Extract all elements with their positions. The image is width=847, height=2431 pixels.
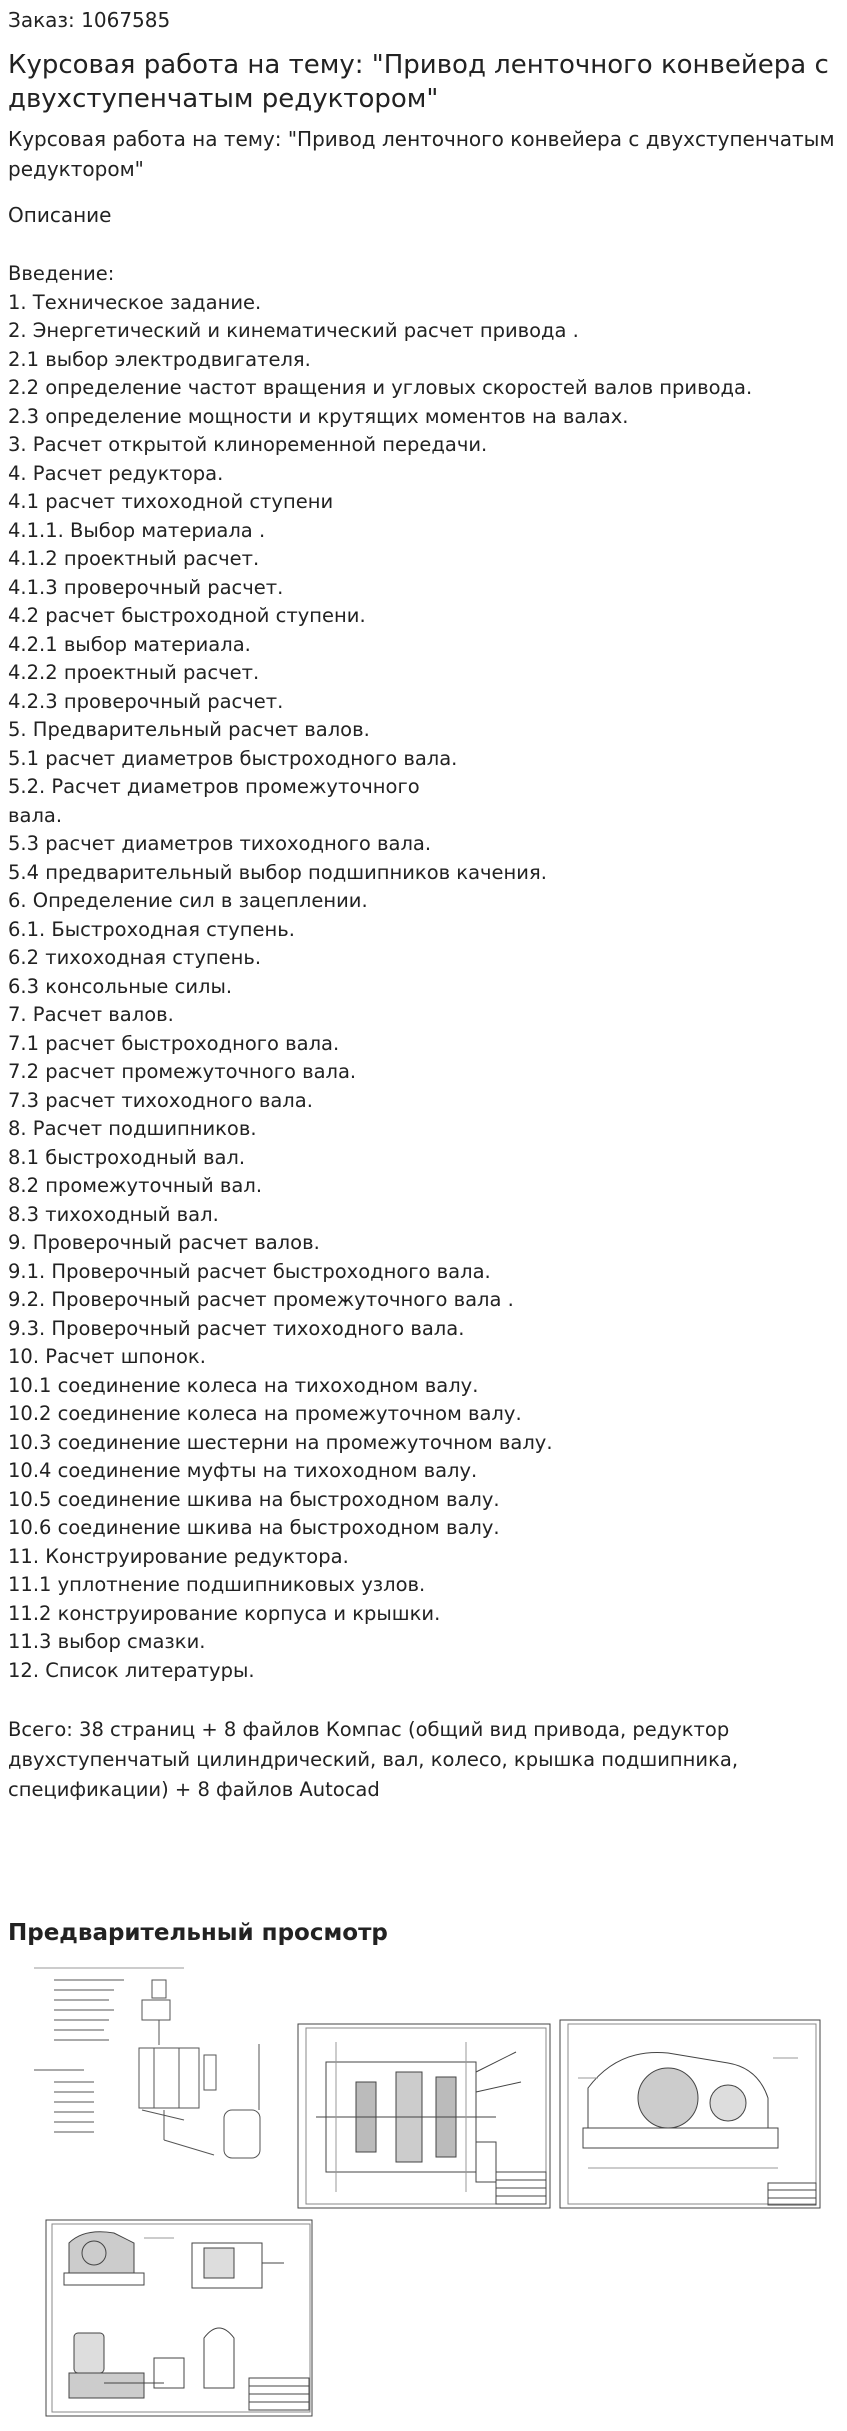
contents-line: 4. Расчет редуктора. [8,461,224,485]
page-title: Курсовая работа на тему: "Привод ленточного конвейера с двухступенчатым редуктором" [8,50,829,114]
contents-line: 4.2 расчет быстроходной ступени. [8,604,366,627]
contents-line: 1. Техническое задание. [8,290,262,314]
contents-line: 12. Список литературы. [8,1658,255,1682]
contents-line: 6.3 консольные силы. [8,974,233,998]
contents-line: Введение: [8,262,115,285]
table-of-contents [8,260,838,1685]
gearbox-side-view-thumbnail[interactable] [558,2018,822,2210]
contents-line: 5. Предварительный расчет валов. [8,718,370,741]
contents-line: 5.2. Расчет диаметров промежуточного [8,775,420,798]
contents-line: 9.2. Проверочный расчет промежуточного вала . [8,1288,514,1311]
gearbox-plan-icon [296,2022,552,2210]
contents-line: 5.3 расчет диаметров тихоходного вала. [8,832,432,855]
contents-line: 10.2 соединение колеса на промежуточном валу. [8,1402,522,1425]
kinematic-scheme-thumbnail[interactable] [14,1960,282,2160]
contents-line: 3. Расчет открытой клиноременной передачи. [8,433,488,456]
contents-line: 8.2 промежуточный вал. [8,1174,263,1197]
page-content [8,6,838,1805]
contents-line: 10.6 соединение шкива на быстроходном валу. [8,1516,500,1539]
contents-line: 2. Энергетический и кинематический расчет привода . [8,319,579,342]
contents-line: 10.5 соединение шкива на быстроходном валу. [8,1487,500,1511]
preview-heading: Предварительный просмотр [8,1920,388,1946]
contents-line: 6.1. Быстроходная ступень. [8,917,295,941]
order-number: Заказ: 1067585 [8,8,171,32]
gearbox-drawing-thumbnail[interactable] [296,2022,552,2210]
contents-line: 2.1 выбор электродвигателя. [8,347,311,371]
contents-line: 9.1. Проверочный расчет быстроходного вала. [8,1259,491,1283]
contents-line: 2.3 определение мощности и крутящих моментов на валах. [8,404,629,428]
contents-line: 7.1 расчет быстроходного вала. [8,1031,340,1055]
contents-line: 10.3 соединение шестерни на промежуточном валу. [8,1430,553,1454]
drive-assembly-icon [44,2218,314,2418]
summary-text: Всего: 38 страниц + 8 файлов Компас (общий вид привода, редуктор двухступенчатый цилиндрический, вал, колесо, крышка подшипника, спецификации) + 8 файлов Autocad [8,1718,739,1801]
contents-line: 4.1.2 проектный расчет. [8,547,260,570]
contents-line: 7. Расчет валов. [8,1003,174,1026]
contents-line: 4.2.3 проверочный расчет. [8,689,284,713]
description-label: Описание [8,203,112,227]
contents-line: 4.1.1. Выбор материала . [8,518,266,542]
contents-line: 4.2.1 выбор материала. [8,632,251,656]
contents-line: 5.1 расчет диаметров быстроходного вала. [8,746,458,770]
contents-line: 4.2.2 проектный расчет. [8,661,260,684]
contents-line: 10.4 соединение муфты на тихоходном валу. [8,1459,478,1482]
contents-line: 9.3. Проверочный расчет тихоходного вала. [8,1316,465,1340]
contents-line: 8.3 тихоходный вал. [8,1202,219,1226]
contents-line: 2.2 определение частот вращения и угловых скоростей валов привода. [8,376,753,399]
contents-line: 7.3 расчет тихоходного вала. [8,1088,313,1112]
contents-line: 4.1.3 проверочный расчет. [8,575,284,599]
contents-line: 7.2 расчет промежуточного вала. [8,1060,357,1083]
contents-line: 8.1 быстроходный вал. [8,1145,246,1169]
contents-line: 11.3 выбор смазки. [8,1630,206,1653]
contents-line: 10.1 соединение колеса на тихоходном валу. [8,1373,479,1397]
contents-line: 11.2 конструирование корпуса и крышки. [8,1601,441,1625]
contents-line: 8. Расчет подшипников. [8,1117,257,1140]
contents-line: 10. Расчет шпонок. [8,1345,206,1368]
contents-line: 9. Проверочный расчет валов. [8,1231,320,1254]
contents-line: 4.1 расчет тихоходной ступени [8,490,334,513]
work-subtitle: Курсовая работа на тему: "Привод ленточного конвейера с двухступенчатым редуктором" [8,127,835,181]
contents-line: 11. Конструирование редуктора. [8,1544,349,1568]
contents-line: 11.1 уплотнение подшипниковых узлов. [8,1573,426,1596]
contents-line: 5.4 предварительный выбор подшипников качения. [8,860,547,884]
contents-line: вала. [8,803,63,827]
contents-line: 6.2 тихоходная ступень. [8,946,262,969]
contents-line: 6. Определение сил в зацеплении. [8,889,368,912]
drive-assembly-thumbnail[interactable] [44,2218,314,2418]
kinematic-scheme-icon [14,1960,282,2160]
gearbox-side-icon [558,2018,822,2210]
